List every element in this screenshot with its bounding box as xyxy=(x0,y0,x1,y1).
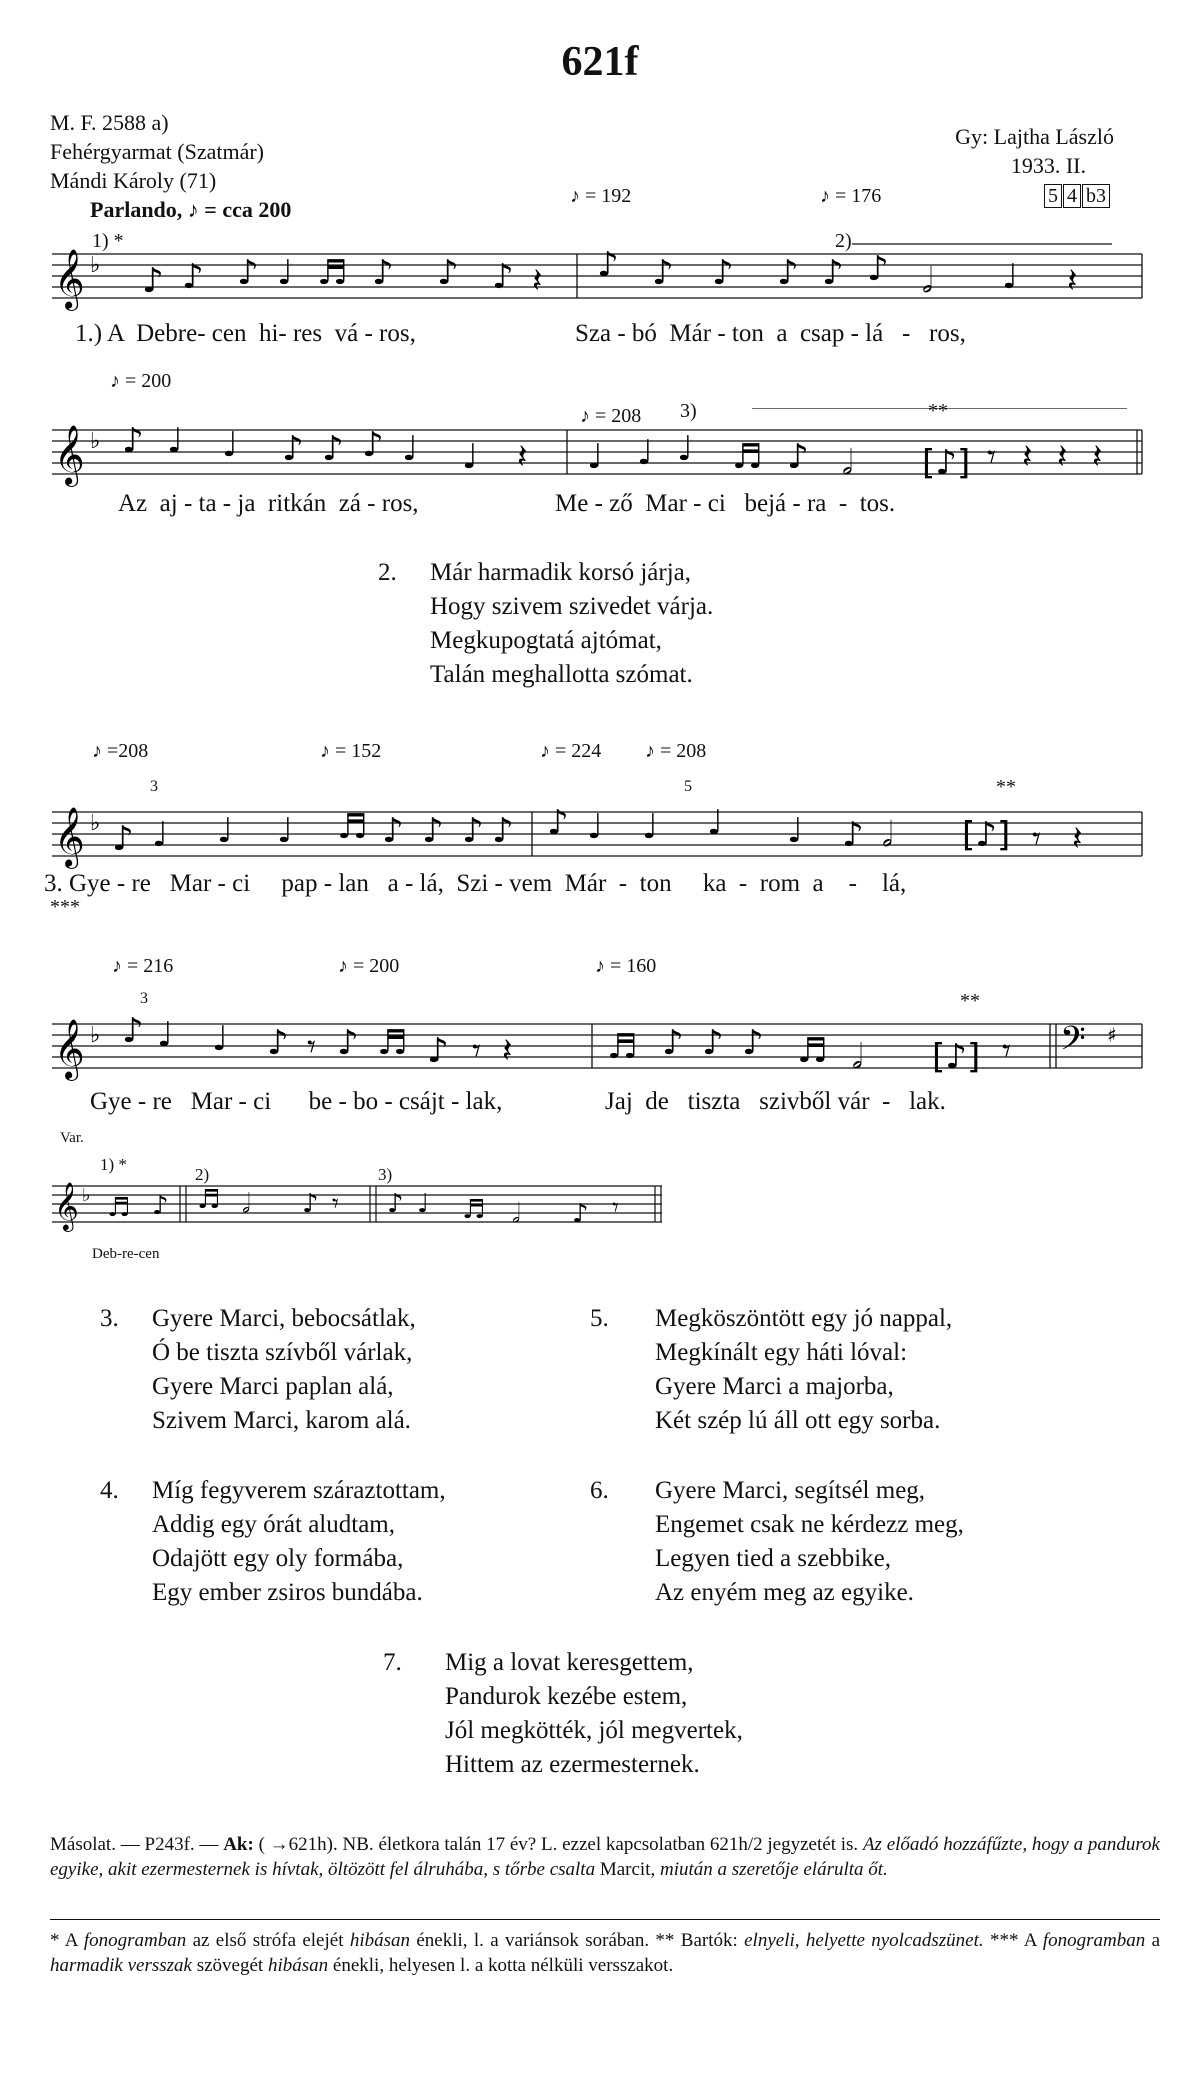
location: Fehérgyarmat (Szatmár) xyxy=(50,139,265,164)
svg-text:♭: ♭ xyxy=(90,429,101,454)
svg-text:♬: ♬ xyxy=(197,1185,221,1215)
stanza-line: Megköszöntött egy jó nappal, xyxy=(655,1305,953,1332)
variant-marker: 2) xyxy=(835,230,852,252)
svg-text:♬: ♬ xyxy=(377,1023,408,1063)
svg-text:𝄞: 𝄞 xyxy=(54,249,85,309)
stanza-line: Míg fegyverem száraztottam, xyxy=(152,1477,446,1504)
svg-text:𝄢: 𝄢 xyxy=(1060,1020,1086,1066)
footnote-marker: *** xyxy=(50,896,80,918)
metronome-mark: ♪ = 160 xyxy=(595,955,657,977)
svg-text:♪: ♪ xyxy=(712,253,734,293)
svg-text:♭: ♭ xyxy=(82,1185,91,1206)
metronome-mark: ♪ = 200 xyxy=(110,370,172,392)
stanza xyxy=(383,1646,883,1782)
svg-text:[♪]: [♪] xyxy=(962,815,1011,855)
svg-text:♪: ♪ xyxy=(267,1023,289,1063)
svg-text:♪: ♪ xyxy=(492,257,514,297)
svg-text:𝄾: 𝄾 xyxy=(987,437,997,477)
footnote-marker: ** xyxy=(996,776,1016,798)
variants-lyrics: Deb-re-cen xyxy=(92,1246,160,1262)
svg-text:♩: ♩ xyxy=(587,807,604,847)
stanza-line: Ó be tiszta szívből várlak, xyxy=(152,1339,413,1366)
metronome-mark: ♪ = 224 xyxy=(540,740,602,762)
stanza-number: 6. xyxy=(590,1477,609,1504)
svg-text:♩: ♩ xyxy=(277,811,294,851)
svg-text:♪: ♪ xyxy=(372,253,394,293)
stanza xyxy=(590,1302,1090,1438)
stanza-line: Már harmadik korsó járja, xyxy=(430,559,692,586)
svg-text:𝅗𝅥: 𝅗𝅥 xyxy=(242,1189,251,1219)
svg-text:♩: ♩ xyxy=(167,421,184,461)
svg-text:𝄽: 𝄽 xyxy=(1057,437,1068,477)
svg-text:𝄾: 𝄾 xyxy=(612,1193,619,1223)
svg-text:𝄽: 𝄽 xyxy=(532,261,543,301)
music-staff xyxy=(52,1002,1152,1092)
lyrics-line: Me - ző Mar - ci bejá - ra - tos. xyxy=(555,490,896,517)
variants-label: Var. xyxy=(60,1130,84,1146)
form-box: b3 xyxy=(1082,184,1110,208)
metronome-mark: ♪ = 152 xyxy=(320,740,382,762)
svg-text:♩: ♩ xyxy=(707,803,724,843)
lyrics-line: 1.) A Debre- cen hi- res vá - ros, xyxy=(75,320,416,347)
svg-text:♪: ♪ xyxy=(122,1011,144,1051)
svg-text:♪: ♪ xyxy=(302,1189,319,1219)
svg-text:♪: ♪ xyxy=(492,811,514,851)
svg-text:♪: ♪ xyxy=(842,815,864,855)
stanza-line: Két szép lú áll ott egy sorba. xyxy=(655,1407,941,1434)
svg-text:♪: ♪ xyxy=(437,253,459,293)
svg-text:♩: ♩ xyxy=(277,253,294,293)
eighth-note-icon: ♪ xyxy=(187,197,199,222)
svg-text:𝄽: 𝄽 xyxy=(1067,261,1078,301)
svg-text:𝄽: 𝄽 xyxy=(1022,437,1033,477)
stanza-line: Gyere Marci paplan alá, xyxy=(152,1373,394,1400)
variant-marker: 3) xyxy=(378,1165,393,1184)
collection-date: 1933. II. xyxy=(1010,153,1086,178)
tuplet-mark: 5 xyxy=(684,778,692,795)
stanza-number: 2. xyxy=(378,559,397,586)
svg-text:𝅗𝅥: 𝅗𝅥 xyxy=(922,261,933,301)
metronome-mark: ♪ = 192 xyxy=(570,185,632,207)
svg-text:𝅗𝅥: 𝅗𝅥 xyxy=(842,443,853,483)
svg-text:♪: ♪ xyxy=(142,261,164,301)
svg-text:♩: ♩ xyxy=(217,811,234,851)
svg-text:♩: ♩ xyxy=(787,811,804,851)
stanza-line: Megkínált egy háti lóval: xyxy=(655,1339,908,1366)
svg-text:♪: ♪ xyxy=(547,803,569,843)
stanza-line: Hittem az ezermesternek. xyxy=(445,1751,700,1778)
svg-text:♪: ♪ xyxy=(362,425,384,465)
svg-text:♪: ♪ xyxy=(787,437,809,477)
metronome-mark: ♪ = 208 xyxy=(580,405,642,427)
svg-text:♩: ♩ xyxy=(462,437,479,477)
svg-text:[♪]: [♪] xyxy=(932,1037,981,1077)
stanza-number: 5. xyxy=(590,1305,609,1332)
metronome-mark: ♪ = 208 xyxy=(645,740,707,762)
svg-text:♩: ♩ xyxy=(157,1015,174,1055)
form-box: 5 xyxy=(1044,184,1062,208)
stanza-line: Gyere Marci a majorba, xyxy=(655,1373,894,1400)
svg-text:♪: ♪ xyxy=(702,1023,724,1063)
svg-text:♪: ♪ xyxy=(867,249,889,289)
svg-text:♪: ♪ xyxy=(322,429,344,469)
svg-text:♬: ♬ xyxy=(317,253,348,293)
svg-text:𝄾: 𝄾 xyxy=(307,1027,317,1067)
svg-text:♭: ♭ xyxy=(90,253,101,278)
svg-text:𝄞: 𝄞 xyxy=(54,425,85,485)
svg-text:♭: ♭ xyxy=(90,811,101,836)
svg-text:♬: ♬ xyxy=(107,1193,131,1223)
variant-marker: 1) * xyxy=(100,1155,127,1174)
svg-text:♪: ♪ xyxy=(572,1199,589,1229)
performer: Mándi Károly (71) xyxy=(50,168,217,193)
music-staff xyxy=(52,408,1152,498)
stanza-line: Addig egy órát aludtam, xyxy=(152,1511,395,1538)
music-staff xyxy=(52,790,1152,880)
lyrics-line: 3. Gye - re Mar - ci pap - lan a - lá, Szi - vem Már - ton ka - rom a - lá, xyxy=(44,870,907,897)
svg-text:♬: ♬ xyxy=(462,1195,486,1225)
metronome-mark: ♪ =208 xyxy=(92,740,149,762)
stanza-line: Megkupogtatá ajtómat, xyxy=(430,627,662,654)
svg-text:𝅗𝅥: 𝅗𝅥 xyxy=(512,1199,521,1229)
variant-marker: 2) xyxy=(195,1165,210,1184)
lyrics-line: Jaj de tiszta szivből vár - lak. xyxy=(605,1088,946,1115)
stanza-number: 4. xyxy=(100,1477,119,1504)
svg-text:♯: ♯ xyxy=(1107,1023,1117,1047)
footnote-divider xyxy=(50,1919,1160,1920)
svg-text:𝄽: 𝄽 xyxy=(517,437,528,477)
editorial-notes: Másolat. — P243f. — Ak: ( →621h). NB. életkora talán 17 év? L. ezzel kapcsolatban 621h/2 jegyzetét is. Az előadó hozzáfűzte, hogy a pandurok egyike, akit ezermesternek is hívtak, öltözött fel álruhába, s tőrbe csalta Marcit, miután a szeretője elárulta őt. xyxy=(50,1834,1160,1880)
svg-text:♪: ♪ xyxy=(777,253,799,293)
tuplet-mark: 3 xyxy=(150,778,158,795)
stanza-line: Gyere Marci, segítsél meg, xyxy=(655,1477,926,1504)
tuplet-mark: 3 xyxy=(140,990,148,1007)
stanza-line: Pandurok kezébe estem, xyxy=(445,1683,688,1710)
metronome-mark: ♪ = 216 xyxy=(112,955,174,977)
footnotes: * A fonogramban az első strófa elejét hibásan énekli, l. a variánsok sorában. ** Bartók: elnyeli, helyette nyolcadszünet. *** A fonogramban a harmadik versszak szövegét hibásan énekli, helyesen l. a kotta nélküli versszakot. xyxy=(50,1930,1161,1976)
stanza-number: 7. xyxy=(383,1649,402,1676)
svg-text:♪: ♪ xyxy=(427,1031,449,1071)
collector: Gy: Lajtha László xyxy=(955,124,1114,149)
svg-text:♬: ♬ xyxy=(797,1031,828,1071)
stanza-line: Egy ember zsiros bundába. xyxy=(152,1579,423,1606)
form-boxes xyxy=(955,180,1110,209)
svg-text:𝄾: 𝄾 xyxy=(472,1031,482,1071)
svg-text:♩: ♩ xyxy=(637,433,654,473)
tempo-line xyxy=(90,195,291,224)
svg-text:𝄽: 𝄽 xyxy=(502,1031,513,1071)
svg-text:♩: ♩ xyxy=(152,815,169,855)
svg-text:♪: ♪ xyxy=(422,811,444,851)
svg-text:♩: ♩ xyxy=(417,1189,430,1219)
stanza-line: Engemet csak ne kérdezz meg, xyxy=(655,1511,964,1538)
svg-text:♪: ♪ xyxy=(652,253,674,293)
svg-text:♩: ♩ xyxy=(587,437,604,477)
svg-text:𝅗𝅥: 𝅗𝅥 xyxy=(882,815,893,855)
stanza-line: Mig a lovat keresgettem, xyxy=(445,1649,694,1676)
metronome-mark: ♪ = 200 xyxy=(338,955,400,977)
form-box: 4 xyxy=(1063,184,1081,208)
svg-text:♪: ♪ xyxy=(337,1023,359,1063)
stanza xyxy=(100,1474,600,1610)
tempo-label: Parlando, xyxy=(90,197,183,222)
svg-text:♩: ♩ xyxy=(222,425,239,465)
svg-text:♬: ♬ xyxy=(607,1027,638,1067)
svg-text:♪: ♪ xyxy=(382,811,404,851)
stanza-line: Legyen tied a szebbike, xyxy=(655,1545,892,1572)
music-staff xyxy=(52,232,1152,322)
svg-text:♪: ♪ xyxy=(152,1191,169,1221)
catalog-number: M. F. 2588 a) xyxy=(50,110,169,135)
svg-text:♪: ♪ xyxy=(662,1023,684,1063)
lyrics-line: Az aj - ta - ja ritkán zá - ros, xyxy=(118,490,419,517)
stanza-line: Odajött egy oly formába, xyxy=(152,1545,404,1572)
svg-text:𝄽: 𝄽 xyxy=(1092,437,1103,477)
collector-info xyxy=(955,122,1114,209)
svg-text:𝄾: 𝄾 xyxy=(1032,819,1042,859)
footnote-marker: ** xyxy=(960,990,980,1012)
svg-text:♪: ♪ xyxy=(122,421,144,461)
variant-marker: 3) xyxy=(680,400,697,422)
svg-text:♪: ♪ xyxy=(182,257,204,297)
svg-text:[♪]: [♪] xyxy=(922,443,971,483)
svg-text:♬: ♬ xyxy=(337,807,368,847)
svg-text:♩: ♩ xyxy=(402,429,419,469)
footnote-marker: ** xyxy=(928,400,948,422)
svg-text:𝄾: 𝄾 xyxy=(1002,1031,1012,1071)
page-title: 621f xyxy=(561,39,639,85)
svg-text:𝄾: 𝄾 xyxy=(332,1189,339,1219)
stanza-line: Az enyém meg az egyike. xyxy=(655,1579,914,1606)
svg-text:♭: ♭ xyxy=(90,1023,101,1048)
svg-text:♪: ♪ xyxy=(822,253,844,293)
svg-text:♪: ♪ xyxy=(462,811,484,851)
stanza xyxy=(590,1474,1090,1610)
svg-text:𝄞: 𝄞 xyxy=(54,1181,79,1230)
tempo-value: = cca 200 xyxy=(204,197,292,222)
svg-text:𝅗𝅥: 𝅗𝅥 xyxy=(852,1037,863,1077)
svg-text:♪: ♪ xyxy=(237,253,259,293)
svg-text:𝄞: 𝄞 xyxy=(54,1019,85,1079)
stanza xyxy=(100,1302,600,1438)
svg-text:♪: ♪ xyxy=(387,1189,404,1219)
stanza-line: Gyere Marci, bebocsátlak, xyxy=(152,1305,416,1332)
svg-text:♪: ♪ xyxy=(282,429,304,469)
svg-text:𝄞: 𝄞 xyxy=(54,807,85,867)
svg-text:♪: ♪ xyxy=(742,1023,764,1063)
stanza-line: Jól megkötték, jól megvertek, xyxy=(445,1717,743,1744)
svg-text:♩: ♩ xyxy=(1002,257,1019,297)
svg-text:♪: ♪ xyxy=(597,245,619,285)
source-info xyxy=(50,108,291,224)
footnote-marker: 1) * xyxy=(92,230,124,252)
lyrics-line: Gye - re Mar - ci be - bo - csájt - lak, xyxy=(90,1088,503,1115)
stanza-line: Talán meghallotta szómat. xyxy=(430,661,693,688)
svg-text:♩: ♩ xyxy=(212,1019,229,1059)
stanza-number: 3. xyxy=(100,1305,119,1332)
stanza-line: Hogy szivem szivedet várja. xyxy=(430,593,714,620)
stanza xyxy=(378,556,978,692)
svg-text:𝄽: 𝄽 xyxy=(1072,819,1083,859)
metronome-mark: ♪ = 176 xyxy=(820,185,882,207)
stanza-line: Szivem Marci, karom alá. xyxy=(152,1407,411,1434)
lyrics-line: Sza - bó Már - ton a csap - lá - ros, xyxy=(575,320,966,347)
svg-text:♪: ♪ xyxy=(112,819,134,859)
svg-text:♬: ♬ xyxy=(732,437,763,477)
variants-staff xyxy=(52,1168,672,1248)
svg-text:♩: ♩ xyxy=(642,807,659,847)
svg-text:♩: ♩ xyxy=(677,429,694,469)
